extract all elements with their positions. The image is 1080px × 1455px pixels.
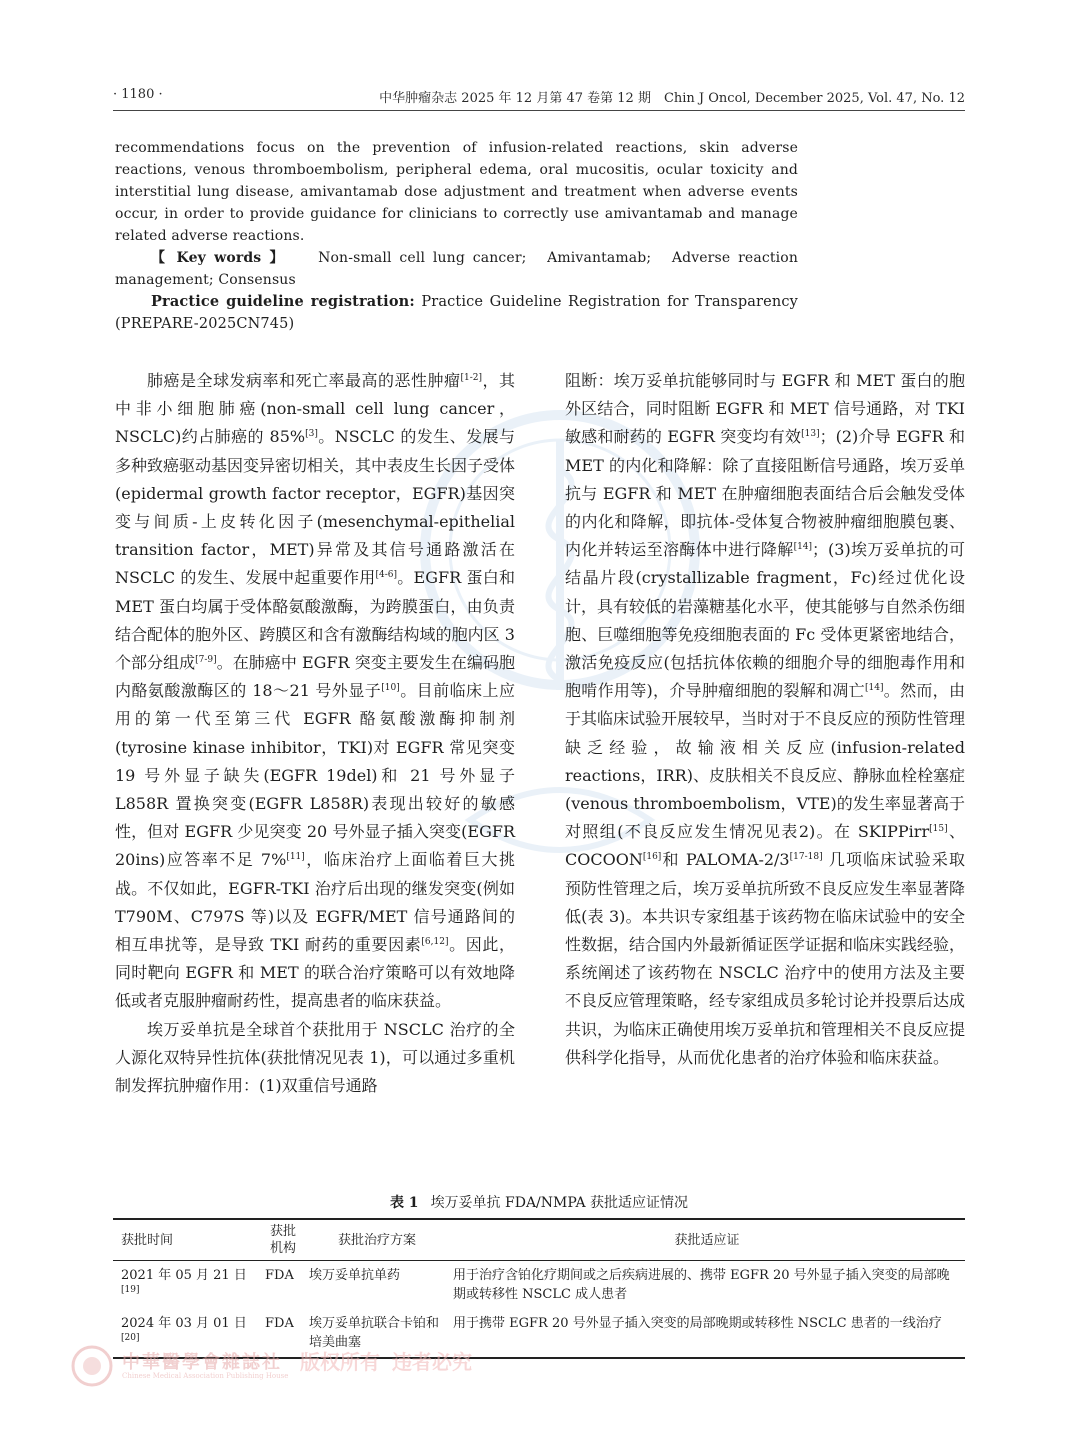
regimen-cell: 埃万妥单抗单药 [309, 1268, 401, 1283]
publisher-watermark [70, 1342, 490, 1392]
body-paragraph: 埃万妥单抗是全球首个获批用于 NSCLC 治疗的全人源化双特异性抗体(获批情况见表 1)，可以通过多重机制发挥抗肿瘤作用：(1)双重信号通路 [115, 1019, 515, 1096]
citation: [3] [305, 429, 318, 440]
citation: [14] [864, 683, 884, 694]
citation: [10] [381, 683, 400, 694]
keywords [115, 247, 798, 291]
table-label: 表 1 [389, 1195, 419, 1211]
citation: [20] [121, 1333, 140, 1343]
publisher-name-cn: 中華醫學會雜誌社 [122, 1352, 282, 1373]
indication-cell: 用于携带 EGFR 20 号外显子插入突变的局部晚期或转移性 NSCLC 患者的一线治疗 [453, 1316, 942, 1331]
citation: [1-2] [460, 373, 482, 383]
running-head [113, 87, 965, 109]
citation: [16] [642, 852, 662, 863]
citation: [14] [793, 542, 813, 553]
table-row [113, 1261, 965, 1310]
body-paragraph: 肺癌是全球发病率和死亡率最高的恶性肿瘤[1-2]，其中非小细胞肺癌(non-small cell lung cancer，NSCLC)约占肺癌的 85%[3]。NSCLC 的发生、发展与多种致癌驱动基因变异密切相关，其中表皮生长因子受体(epidermal growth factor receptor，EGFR)基因突变与间质-上皮转化因子(mesenchymal-epithelial transition factor，MET)异常及其信号通路激活在 NSCLC 的发生、发展中起重要作用[4-6]。EGFR 蛋白和 MET 蛋白均属于受体酪氨酸激酶，为跨膜蛋白，由负责结合配体的胞外区、跨膜区和含有激酶结构域的胞内区 3 个部分组成[7-9]。在肺癌中 EGFR 突变主要发生在编码胞内酪氨酸激酶区的 18～21 号外显子[10]。目前临床上应用的第一代至第三代 EGFR 酪氨酸激酶抑制剂(tyrosine kinase inhibitor，TKI)对 EGFR 常见突变 19 号外显子缺失(EGFR 19del)和 21 号外显子 L858R 置换突变(EGFR L858R)表现出较好的敏感性，但对 EGFR 少见突变 20 号外显子插入突变(EGFR 20ins)应答率不足 7%[11]，临床治疗上面临着巨大挑战。不仅如此，EGFR-TKI 治疗后出现的继发突变(例如 T790M、C797S 等)以及 EGFR/MET 信号通路间的相互串扰等，是导致 TKI 耐药的重要因素[6,12]。因此，同时靶向 EGFR 和 MET 的联合治疗策略可以有效地降低或者克服肿瘤耐药性，提高患者的临床获益。 [115, 371, 516, 1011]
citation: [17-18] [789, 852, 823, 863]
approval-date-cell: 2021 年 05 月 21 日[19] [121, 1268, 247, 1295]
infringement-mark: 违者必究 [392, 1350, 472, 1374]
copyright-mark: 版权所有 [300, 1350, 380, 1374]
table-1 [113, 1188, 965, 1359]
header-rule [113, 110, 965, 111]
table-header-row [113, 1219, 965, 1261]
column-header: 获批治疗方案 [337, 1232, 416, 1248]
journal-citation: 中华肿瘤杂志 2025 年 12 月第 47 卷第 12 期 Chin J Oncol, December 2025, Vol. 47, No. 12 [379, 91, 965, 106]
citation: [4-6] [375, 570, 398, 581]
approval-table [113, 1218, 965, 1359]
publisher-name-en: Chinese Medical Association Publishing House [122, 1372, 289, 1380]
regimen-cell: 埃万妥单抗联合卡铂和培美曲塞 [309, 1316, 440, 1350]
citation: [15] [929, 824, 948, 835]
page-number: · 1180 · [113, 87, 163, 102]
body-paragraph-continued: 阻断：埃万妥单抗能够同时与 EGFR 和 MET 蛋白的胞外区结合，同时阻断 EGFR 和 MET 信号通路，对 TKI 敏感和耐药的 EGFR 突变均有效[13]；(2)介导 EGFR 和 MET 的内化和降解：除了直接阻断信号通路，埃万妥单抗与 EGFR 和 MET 在肿瘤细胞表面结合后会触发受体的内化和降解，即抗体-受体复合物被肿瘤细胞膜包裹、内化并转运至溶酶体中进行降解[14]；(3)埃万妥单抗的可结晶片段(crystallizable fragment，Fc)经过优化设计，具有较低的岩藻糖基化水平，使其能够与自然杀伤细胞、巨噬细胞等免疫细胞表面的 Fc 受体更紧密地结合，激活免疫反应(包括抗体依赖的细胞介导的细胞毒作用和胞啃作用等)，介导肿瘤细胞的裂解和凋亡[14]。然而，由于其临床试验开展较早，当时对于不良反应的预防性管理缺乏经验，故输液相关反应(infusion-related reactions，IRR)、皮肤相关不良反应、静脉血栓栓塞症(venous thromboembolism，VTE)的发生率显著高于对照组(不良反应发生情况见表2)。在 SKIPPirr[15]、COCOON[16]和 PALOMA-2/3[17-18] 几项临床试验采取预防性管理之后，埃万妥单抗所致不良反应发生率显著降低(表 3)。本共识专家组基于该药物在临床试验中的安全性数据，结合国内外最新循证医学证据和临床实践经验，系统阐述了该药物在 NSCLC 治疗中的使用方法及主要不良反应管理策略，经专家组成员多轮讨论并投票后达成共识，为临床正确使用埃万妥单抗和管理相关不良反应提供科学化指导，从而优化患者的治疗体验和临床获益。 [565, 371, 966, 1067]
keywords-label: 【 Key words 】 [151, 250, 287, 266]
guideline-registration [115, 291, 798, 335]
approval-date-cell: 2024 年 03 月 01 日[20] [121, 1316, 247, 1343]
publisher-logo-icon [70, 1344, 114, 1388]
table-caption [113, 1188, 965, 1218]
citation: [7-9] [195, 655, 217, 666]
abstract-text: recommendations focus on the prevention of infusion-related reactions, skin adverse reactions, venous thromboembolism, peripheral edema, oral mucositis, ocular toxicity and interstitial lung disease, amivantamab dose adjustment and treatment when adverse events occur, in order to provide guidance for clinicians to correctly use amivantamab and manage related adverse reactions. [115, 140, 798, 244]
registration-label: Practice guideline registration: [151, 293, 415, 310]
column-header: 获批机构 [269, 1224, 296, 1256]
citation: [19] [121, 1285, 140, 1295]
table-title: 埃万妥单抗 FDA/NMPA 获批适应证情况 [430, 1195, 689, 1211]
citation: [11] [286, 852, 305, 863]
agency-cell: FDA [265, 1268, 294, 1283]
agency-cell: FDA [265, 1316, 294, 1331]
registration-text: Practice Guideline Registration for Transparency (PREPARE-2025CN745) [115, 294, 798, 332]
citation: [13] [801, 429, 820, 440]
body-column-right [565, 367, 965, 1072]
column-header: 获批时间 [121, 1232, 174, 1248]
citation: [6,12] [421, 937, 449, 948]
body-column-left [115, 367, 515, 1100]
keywords-text: Non-small cell lung cancer; Amivantamab; Adverse reaction management; Consensus [115, 250, 799, 288]
column-header: 获批适应证 [674, 1232, 740, 1248]
indication-cell: 用于治疗含铂化疗期间或之后疾病进展的、携带 EGFR 20 号外显子插入突变的局部晚期或转移性 NSCLC 成人患者 [453, 1268, 950, 1302]
english-abstract [115, 137, 798, 335]
